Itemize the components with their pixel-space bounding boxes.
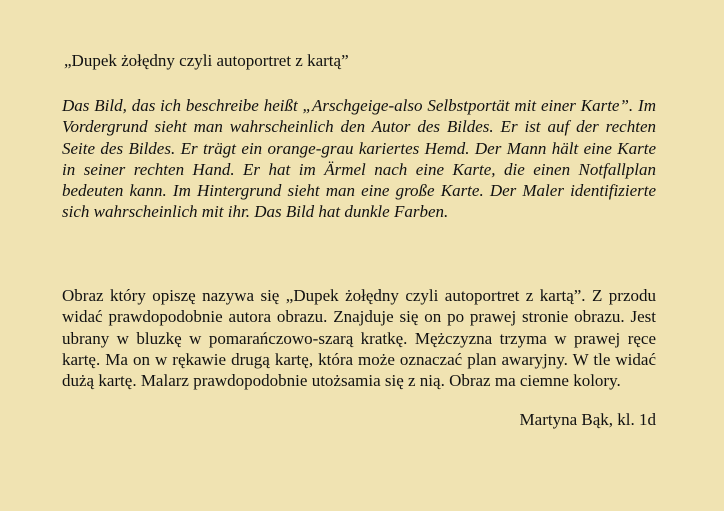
polish-paragraph: Obraz który opiszę nazywa się „Dupek żołędny czyli autoportret z kartą”. Z przodu widać prawdopodobnie autora obrazu. Znajduje się on po prawej stronie obrazu. Jest ubrany w bluzkę w pomarańczowo-szarą kratkę. Mężczyzna trzyma w prawej ręce kartę. Ma on w rękawie drugą kartę, która może oznaczać plan awaryjny. W tle widać dużą kartę. Malarz prawdopodobnie utożsamia się z nią. Obraz ma ciemne kolory.	[62, 286, 656, 391]
author-signature: Martyna Bąk, kl. 1d	[519, 410, 656, 429]
german-paragraph: Das Bild, das ich beschreibe heißt „Arschgeige-also Selbstportät mit einer Karte”. Im Vordergrund sieht man wahrscheinlich den Autor des Bildes. Er ist auf der rechten Seite des Bildes. Er trägt ein orange-grau kariertes Hemd. Der Mann hält eine Karte in seiner rechten Hand. Er hat im Ärmel nach eine Karte, die einen Notfallplan bedeuten kann. Im Hintergrund sieht man eine große Karte. Der Maler identifizierte sich wahrscheinlich mit ihr. Das Bild hat dunkle Farben.	[62, 96, 656, 222]
document-title: „Dupek żołędny czyli autoportret z kartą”	[64, 51, 349, 70]
